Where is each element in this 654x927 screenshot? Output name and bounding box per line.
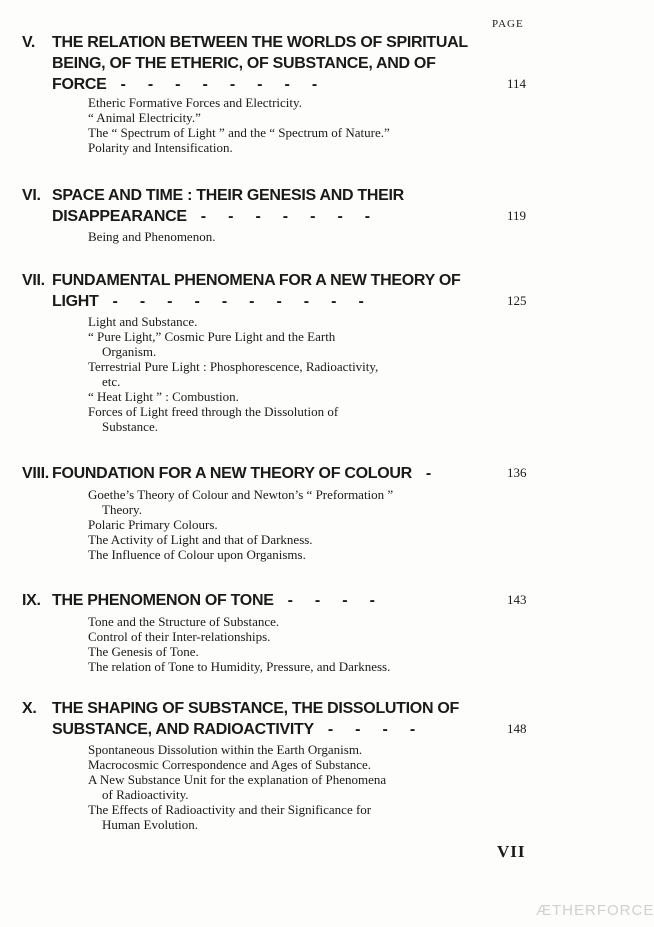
subtopic-continuation: Theory. <box>102 502 142 517</box>
subtopic-item <box>88 487 488 517</box>
subtopic-continuation: Substance. <box>102 419 158 434</box>
subtopic-text: “ Animal Electricity.” <box>88 110 201 125</box>
leader-dots: - <box>425 465 454 482</box>
subtopic-text: The Effects of Radioactivity and their Significance for <box>88 802 372 817</box>
chapter-number: X. <box>22 700 37 717</box>
chapter-title-text: SPACE AND TIME : THEIR GENESIS AND THEIR <box>52 187 404 204</box>
chapter-title-text: FOUNDATION FOR A NEW THEORY OF COLOUR <box>52 465 412 482</box>
subtopic-text: Being and Phenomenon. <box>88 229 216 244</box>
subtopic-item <box>88 95 488 110</box>
subtopic-item <box>88 314 488 329</box>
chapter-page-ref: 143 <box>507 592 527 607</box>
subtopic-item <box>88 614 488 629</box>
subtopic-text: Terrestrial Pure Light : Phosphorescence, Radioactivity, <box>88 359 379 374</box>
subtopic-item <box>88 772 488 802</box>
subtopic-continuation: Human Evolution. <box>102 817 199 832</box>
subtopic-text: The Activity of Light and that of Darkness. <box>88 532 313 547</box>
subtopic-item <box>88 629 488 644</box>
chapter-number: VI. <box>22 187 41 204</box>
chapter-page-ref: 114 <box>507 76 527 91</box>
chapter-title-line <box>52 463 453 484</box>
chapter-number: VIII. <box>22 465 49 482</box>
subtopic-list <box>88 614 488 674</box>
subtopic-item <box>88 125 488 140</box>
subtopic-text: Polarity and Intensification. <box>88 140 233 155</box>
chapter-title-text: SUBSTANCE, AND RADIOACTIVITY <box>52 721 314 738</box>
chapter-title-text: DISAPPEARANCE <box>52 208 187 225</box>
subtopic-item <box>88 742 488 757</box>
chapter-title-line <box>52 185 404 206</box>
chapter-number: V. <box>22 34 36 51</box>
subtopic-item <box>88 517 488 532</box>
chapter-title-line <box>52 74 339 95</box>
subtopic-list <box>88 229 488 244</box>
subtopic-item <box>88 329 488 359</box>
chapter-page-ref: 148 <box>507 721 527 736</box>
subtopic-list <box>88 314 488 434</box>
subtopic-text: Light and Substance. <box>88 314 198 329</box>
chapter-title-text: LIGHT <box>52 293 99 310</box>
subtopic-text: Control of their Inter-relationships. <box>88 629 271 644</box>
chapter-title-text: THE RELATION BETWEEN THE WORLDS OF SPIRITUAL <box>52 34 468 51</box>
chapter-title-text: FORCE <box>52 76 107 93</box>
leader-dots: -------- <box>120 76 340 93</box>
leader-dots: ---- <box>327 721 438 738</box>
chapter-number: IX. <box>22 592 41 609</box>
chapter-title-line <box>52 206 392 227</box>
watermark-text: ÆTHERFORCE <box>536 902 654 919</box>
leader-dots: ---- <box>287 592 397 609</box>
subtopic-item <box>88 547 488 562</box>
chapter-title-text: FUNDAMENTAL PHENOMENA FOR A NEW THEORY OF <box>52 272 461 289</box>
subtopic-list <box>88 95 488 155</box>
page-column-label: PAGE <box>492 18 524 30</box>
subtopic-list <box>88 742 488 832</box>
chapter-page-ref: 125 <box>507 293 527 308</box>
subtopic-list <box>88 487 488 562</box>
subtopic-text: Etheric Formative Forces and Electricity. <box>88 95 302 110</box>
chapter-title-line <box>52 590 397 611</box>
chapter-number: VII. <box>22 272 45 289</box>
subtopic-text: Macrocosmic Correspondence and Ages of Substance. <box>88 757 372 772</box>
subtopic-text: The “ Spectrum of Light ” and the “ Spectrum of Nature.” <box>88 125 390 140</box>
page-number: VII <box>497 842 526 861</box>
chapter-title-text: THE PHENOMENON OF TONE <box>52 592 274 609</box>
subtopic-item <box>88 757 488 772</box>
chapter-title-line <box>52 270 460 291</box>
chapter-title-line <box>52 698 459 719</box>
chapter-title-line <box>52 32 468 53</box>
chapter-title-text: THE SHAPING OF SUBSTANCE, THE DISSOLUTION OF <box>52 700 459 717</box>
subtopic-text: The Influence of Colour upon Organisms. <box>88 547 306 562</box>
subtopic-text: Polaric Primary Colours. <box>88 517 218 532</box>
subtopic-continuation: etc. <box>102 374 121 389</box>
chapter-title-line <box>52 53 436 74</box>
chapter-title-text: BEING, OF THE ETHERIC, OF SUBSTANCE, AND OF <box>52 55 436 72</box>
chapter-title-line <box>52 291 386 312</box>
subtopic-item <box>88 404 488 434</box>
leader-dots: ---------- <box>112 293 386 310</box>
chapter-page-ref: 136 <box>507 465 527 480</box>
subtopic-text: Tone and the Structure of Substance. <box>88 614 280 629</box>
subtopic-text: “ Pure Light,” Cosmic Pure Light and the Earth <box>88 329 336 344</box>
subtopic-text: A New Substance Unit for the explanation of Phenomena <box>88 772 387 787</box>
chapter-title-line <box>52 719 437 740</box>
subtopic-item <box>88 359 488 389</box>
subtopic-item <box>88 802 488 832</box>
subtopic-item <box>88 110 488 125</box>
subtopic-item <box>88 140 488 155</box>
subtopic-item <box>88 659 488 674</box>
subtopic-item <box>88 389 488 404</box>
subtopic-continuation: Organism. <box>102 344 157 359</box>
subtopic-item <box>88 532 488 547</box>
subtopic-text: “ Heat Light ” : Combustion. <box>88 389 239 404</box>
subtopic-continuation: of Radioactivity. <box>102 787 189 802</box>
subtopic-text: Spontaneous Dissolution within the Earth Organism. <box>88 742 363 757</box>
subtopic-text: Forces of Light freed through the Dissolution of <box>88 404 339 419</box>
leader-dots: ------- <box>200 208 393 225</box>
subtopic-text: Goethe’s Theory of Colour and Newton’s “ Preformation ” <box>88 487 394 502</box>
subtopic-text: The Genesis of Tone. <box>88 644 199 659</box>
subtopic-item <box>88 644 488 659</box>
subtopic-text: The relation of Tone to Humidity, Pressure, and Darkness. <box>88 659 391 674</box>
chapter-page-ref: 119 <box>507 208 527 223</box>
subtopic-item <box>88 229 488 244</box>
